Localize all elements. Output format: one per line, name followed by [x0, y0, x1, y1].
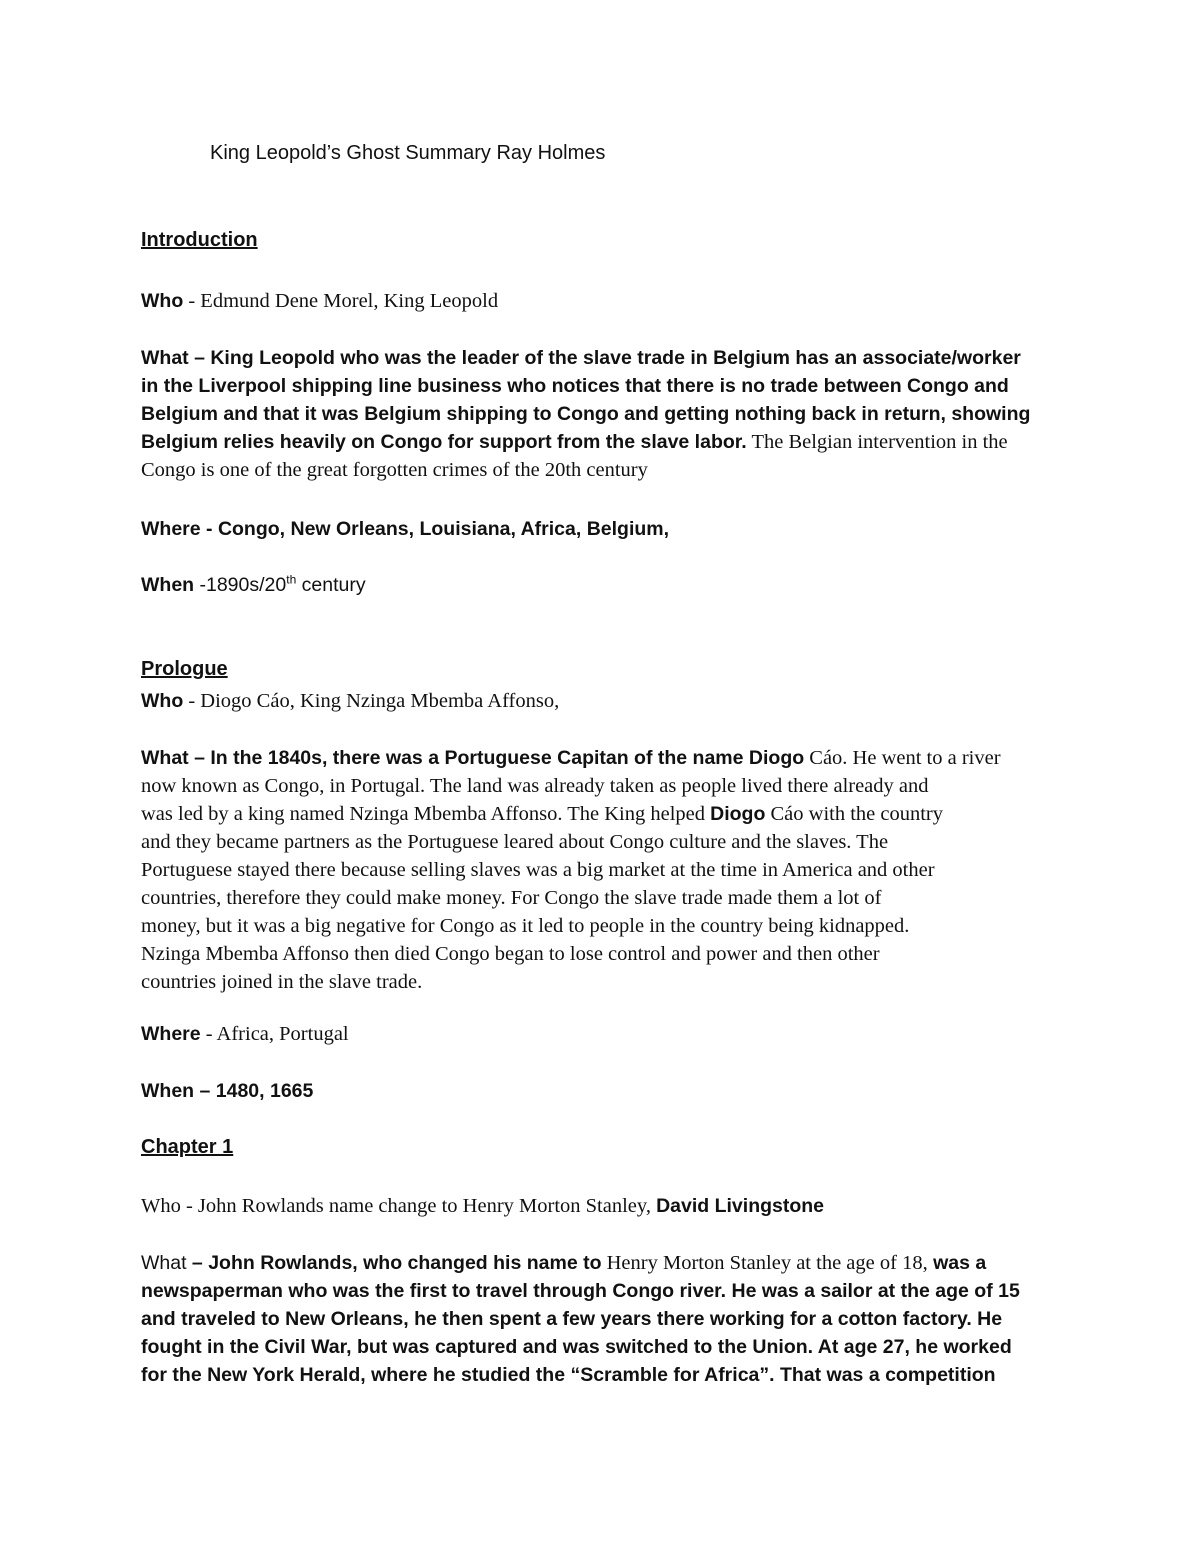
- prologue-who: [141, 687, 1071, 715]
- what-line: and they became partners as the Portuguese leared about Congo culture and the slaves. The: [141, 831, 889, 853]
- who-text: - Edmund Dene Morel, King Leopold: [183, 290, 499, 312]
- what-label: What: [141, 347, 189, 369]
- when-text: – 1480, 1665: [194, 1080, 314, 1102]
- prologue-heading: [141, 658, 318, 681]
- what-line: now known as Congo, in Portugal. The land was already taken as people lived there already and: [141, 775, 929, 797]
- what-line: countries, therefore they could make money. For Congo the slave trade made them a lot of: [141, 887, 882, 909]
- where-label: Where: [141, 1023, 201, 1045]
- when-tail: century: [296, 574, 366, 596]
- what-line: – In the 1840s, there was a Portuguese Capitan of the name Diogo: [188, 747, 805, 769]
- what-line: for the New York Herald, where he studied the “Scramble for Africa”. That was a competition: [141, 1364, 996, 1386]
- what-line: money, but it was a big negative for Congo as it led to people in the country being kidnapped.: [141, 915, 910, 937]
- what-line: and traveled to New Orleans, he then spent a few years there working for a cotton factory. He: [141, 1308, 1003, 1330]
- what-line: – John Rowlands, who changed his name to: [186, 1252, 602, 1274]
- what-label: What: [141, 1252, 187, 1274]
- prologue-where: [141, 1020, 1071, 1048]
- what-line: was a: [927, 1252, 987, 1274]
- who-text: - Diogo Cáo, King Nzinga Mbemba Affonso,: [183, 690, 560, 712]
- chapter1-who: [141, 1192, 1071, 1220]
- who-label: Who: [141, 1195, 181, 1217]
- what-line: Congo is one of the great forgotten crimes of the 20th century: [141, 459, 648, 481]
- prologue-heading-text: Prologue: [141, 658, 228, 680]
- what-line: Belgium relies heavily on Congo for support from the slave labor.: [141, 431, 747, 453]
- prologue-what: [141, 744, 1071, 996]
- prologue-when: [141, 1077, 1071, 1105]
- introduction-heading: Introduction: [141, 229, 258, 251]
- what-line: – King Leopold who was the leader of the slave trade in Belgium has an associate/worker: [188, 347, 1021, 369]
- who-text: - John Rowlands name change to Henry Morton Stanley,: [180, 1195, 657, 1217]
- when-text: -1890s/20: [194, 574, 287, 596]
- what-line: Henry Morton Stanley at the age of 18,: [601, 1252, 928, 1274]
- what-line: Cáo. He went to a river: [804, 747, 1001, 769]
- when-label: When: [141, 1080, 195, 1102]
- what-line: Cáo with the country: [765, 803, 944, 825]
- who-label: Who: [141, 290, 184, 312]
- what-line: was led by a king named Nzinga Mbemba Affonso. The King helped: [141, 803, 706, 825]
- who-bold: David Livingstone: [656, 1195, 825, 1217]
- when-sup: th: [286, 572, 297, 587]
- what-line: The Belgian intervention in the: [746, 431, 1008, 453]
- introduction-when: [141, 571, 1071, 599]
- when-label: When: [141, 574, 195, 596]
- what-line: fought in the Civil War, but was captured and was switched to the Union. At age 27, he worked: [141, 1336, 1012, 1358]
- introduction-what: [141, 344, 1071, 484]
- chapter1-what: [141, 1249, 1071, 1389]
- introduction-where: [141, 515, 1071, 543]
- what-line: Nzinga Mbemba Affonso then died Congo began to lose control and power and then other: [141, 943, 880, 965]
- where-label: Where: [141, 518, 201, 540]
- who-label: Who: [141, 690, 184, 712]
- what-line: in the Liverpool shipping line business who notices that there is no trade between Congo and: [141, 375, 1009, 397]
- what-line: newspaperman who was the first to travel through Congo river. He was a sailor at the age of 15: [141, 1280, 1020, 1302]
- diogo-name: Diogo: [710, 803, 766, 825]
- what-label: What: [141, 747, 189, 769]
- what-line: Portuguese stayed there because selling slaves was a big market at the time in America and other: [141, 859, 935, 881]
- where-text: - Africa, Portugal: [200, 1023, 349, 1045]
- where-text: - Congo, New Orleans, Louisiana, Africa, Belgium,: [200, 518, 670, 540]
- introduction-who: [141, 287, 1071, 315]
- document-title: King Leopold’s Ghost Summary Ray Holmes: [210, 142, 606, 164]
- what-line: countries joined in the slave trade.: [141, 971, 423, 993]
- what-line: Belgium and that it was Belgium shipping to Congo and getting nothing back in return, showing: [141, 403, 1031, 425]
- chapter1-heading: Chapter 1: [141, 1136, 234, 1158]
